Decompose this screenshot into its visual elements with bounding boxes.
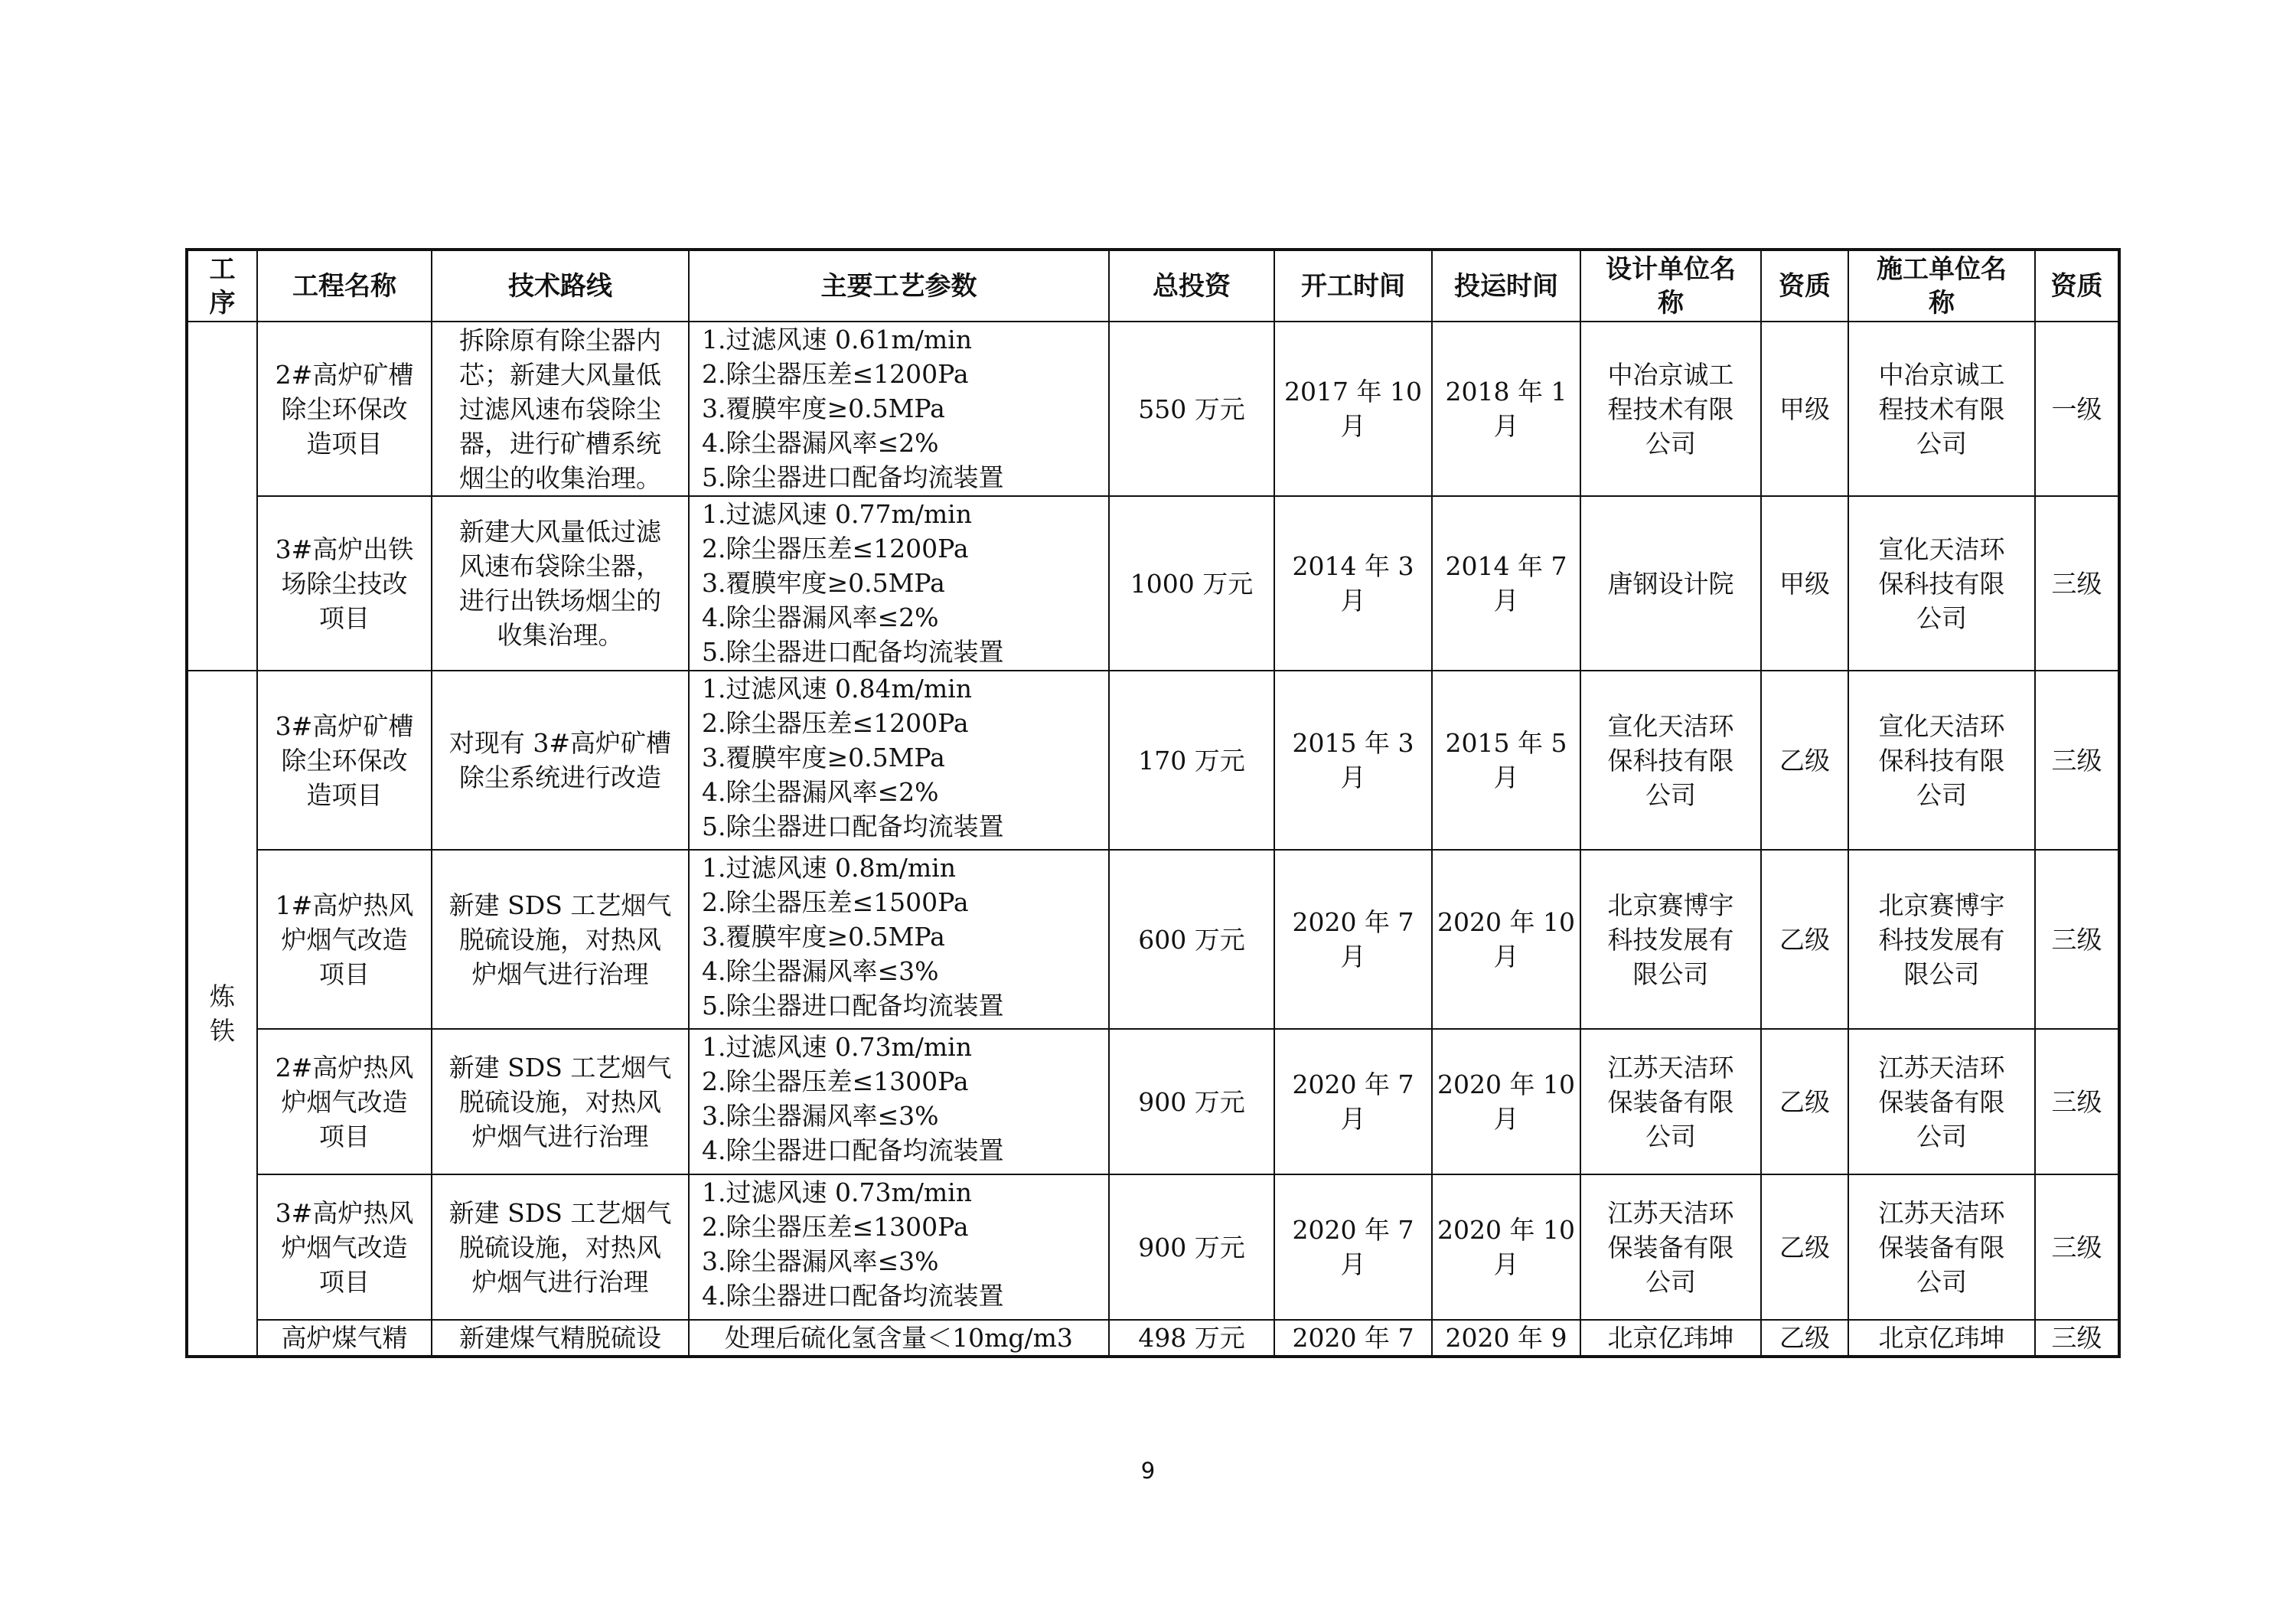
construction-qualification: 一级 (2035, 322, 2119, 496)
header-build-qual: 资质 (2035, 250, 2119, 322)
param-line: 2.除尘器压差≤1300Pa (702, 1212, 969, 1242)
process-group-label: 炼 铁 (187, 671, 257, 1357)
process-params (689, 1320, 1109, 1357)
param-line: 4.除尘器漏风率≤2% (702, 777, 939, 807)
param-line: 4.除尘器漏风率≤2% (702, 428, 939, 458)
design-qualification: 乙级 (1761, 671, 1848, 850)
process-cell-empty (187, 322, 257, 671)
investment: 170 万元 (1109, 671, 1274, 850)
project-name: 3#高炉出铁 场除尘技改 项目 (257, 496, 432, 671)
design-qualification: 乙级 (1761, 1029, 1848, 1174)
construction-qualification: 三级 (2035, 496, 2119, 671)
design-qualification: 乙级 (1761, 850, 1848, 1029)
construction-unit: 宣化天洁环 保科技有限 公司 (1848, 671, 2035, 850)
table-row (187, 322, 2119, 496)
tech-route: 新建 SDS 工艺烟气 脱硫设施，对热风 炉烟气进行治理 (432, 850, 689, 1029)
project-name: 3#高炉矿槽 除尘环保改 造项目 (257, 671, 432, 850)
process-params (689, 850, 1109, 1029)
header-operation: 投运时间 (1432, 250, 1580, 322)
operation-time: 2015 年 5 月 (1432, 671, 1580, 850)
project-name: 高炉煤气精 (257, 1320, 432, 1357)
param-line: 3.覆膜牢度≥0.5MPa (702, 743, 945, 772)
param-line: 3.覆膜牢度≥0.5MPa (702, 568, 945, 598)
construction-unit: 中冶京诚工 程技术有限 公司 (1848, 322, 2035, 496)
param-line: 2.除尘器压差≤1200Pa (702, 708, 969, 738)
design-unit: 宣化天洁环 保科技有限 公司 (1580, 671, 1761, 850)
design-unit: 北京亿玮坤 (1580, 1320, 1761, 1357)
design-unit: 江苏天洁环 保装备有限 公司 (1580, 1174, 1761, 1320)
construction-unit: 江苏天洁环 保装备有限 公司 (1848, 1174, 2035, 1320)
start-time: 2020 年 7 月 (1274, 1029, 1432, 1174)
construction-qualification: 三级 (2035, 1174, 2119, 1320)
param-line: 处理后硫化氢含量＜10mg/m3 (725, 1323, 1073, 1353)
param-line: 5.除尘器进口配备均流装置 (702, 462, 1004, 492)
design-qualification: 甲级 (1761, 322, 1848, 496)
start-time: 2015 年 3 月 (1274, 671, 1432, 850)
header-route: 技术路线 (432, 250, 689, 322)
process-params (689, 322, 1109, 496)
construction-qualification: 三级 (2035, 1029, 2119, 1174)
tech-route: 新建大风量低过滤 风速布袋除尘器， 进行出铁场烟尘的 收集治理。 (432, 496, 689, 671)
investment: 1000 万元 (1109, 496, 1274, 671)
process-params (689, 671, 1109, 850)
param-line: 5.除尘器进口配备均流装置 (702, 991, 1004, 1020)
operation-time: 2018 年 1 月 (1432, 322, 1580, 496)
start-time: 2020 年 7 月 (1274, 1174, 1432, 1320)
investment: 900 万元 (1109, 1029, 1274, 1174)
design-qualification: 乙级 (1761, 1174, 1848, 1320)
header-builder: 施工单位名 称 (1848, 250, 2035, 322)
construction-unit: 宣化天洁环 保科技有限 公司 (1848, 496, 2035, 671)
operation-time: 2014 年 7 月 (1432, 496, 1580, 671)
param-line: 1.过滤风速 0.77m/min (702, 499, 972, 529)
param-line: 2.除尘器压差≤1200Pa (702, 359, 969, 389)
param-line: 2.除尘器压差≤1300Pa (702, 1066, 969, 1096)
tech-route: 新建煤气精脱硫设 (432, 1320, 689, 1357)
construction-unit: 北京赛博宇 科技发展有 限公司 (1848, 850, 2035, 1029)
design-qualification: 甲级 (1761, 496, 1848, 671)
operation-time: 2020 年 10 月 (1432, 1029, 1580, 1174)
table-row (187, 671, 2119, 850)
project-name: 1#高炉热风 炉烟气改造 项目 (257, 850, 432, 1029)
project-name: 2#高炉热风 炉烟气改造 项目 (257, 1029, 432, 1174)
param-line: 4.除尘器漏风率≤2% (702, 603, 939, 632)
param-line: 3.覆膜牢度≥0.5MPa (702, 394, 945, 423)
param-line: 4.除尘器进口配备均流装置 (702, 1281, 1004, 1311)
investment: 600 万元 (1109, 850, 1274, 1029)
param-line: 3.除尘器漏风率≤3% (702, 1246, 939, 1276)
param-line: 1.过滤风速 0.84m/min (702, 674, 972, 704)
header-investment: 总投资 (1109, 250, 1274, 322)
operation-time: 2020 年 9 (1432, 1320, 1580, 1357)
tech-route: 新建 SDS 工艺烟气 脱硫设施，对热风 炉烟气进行治理 (432, 1029, 689, 1174)
construction-qualification: 三级 (2035, 671, 2119, 850)
param-line: 3.覆膜牢度≥0.5MPa (702, 922, 945, 952)
start-time: 2020 年 7 (1274, 1320, 1432, 1357)
param-line: 1.过滤风速 0.73m/min (702, 1177, 972, 1207)
operation-time: 2020 年 10 月 (1432, 850, 1580, 1029)
param-line: 2.除尘器压差≤1200Pa (702, 534, 969, 563)
param-line: 2.除尘器压差≤1500Pa (702, 887, 969, 917)
design-unit: 江苏天洁环 保装备有限 公司 (1580, 1029, 1761, 1174)
start-time: 2020 年 7 月 (1274, 850, 1432, 1029)
param-line: 5.除尘器进口配备均流装置 (702, 637, 1004, 667)
header-row (187, 250, 2119, 322)
param-line: 4.除尘器漏风率≤3% (702, 956, 939, 986)
process-params (689, 1029, 1109, 1174)
header-design-qual: 资质 (1761, 250, 1848, 322)
operation-time: 2020 年 10 月 (1432, 1174, 1580, 1320)
tech-route: 对现有 3#高炉矿槽 除尘系统进行改造 (432, 671, 689, 850)
table-row (187, 496, 2119, 671)
design-unit: 中冶京诚工 程技术有限 公司 (1580, 322, 1761, 496)
project-name: 2#高炉矿槽 除尘环保改 造项目 (257, 322, 432, 496)
header-process: 工 序 (187, 250, 257, 322)
table-row (187, 1029, 2119, 1174)
start-time: 2014 年 3 月 (1274, 496, 1432, 671)
construction-unit: 江苏天洁环 保装备有限 公司 (1848, 1029, 2035, 1174)
param-line: 1.过滤风速 0.61m/min (702, 325, 972, 354)
header-start: 开工时间 (1274, 250, 1432, 322)
construction-qualification: 三级 (2035, 1320, 2119, 1357)
project-name: 3#高炉热风 炉烟气改造 项目 (257, 1174, 432, 1320)
table-row (187, 1174, 2119, 1320)
design-unit: 北京赛博宇 科技发展有 限公司 (1580, 850, 1761, 1029)
design-qualification: 乙级 (1761, 1320, 1848, 1357)
construction-unit: 北京亿玮坤 (1848, 1320, 2035, 1357)
start-time: 2017 年 10 月 (1274, 322, 1432, 496)
param-line: 5.除尘器进口配备均流装置 (702, 812, 1004, 841)
param-line: 1.过滤风速 0.8m/min (702, 853, 956, 883)
investment: 550 万元 (1109, 322, 1274, 496)
table-row (187, 1320, 2119, 1357)
process-params (689, 496, 1109, 671)
investment: 900 万元 (1109, 1174, 1274, 1320)
header-name: 工程名称 (257, 250, 432, 322)
design-unit: 唐钢设计院 (1580, 496, 1761, 671)
construction-qualification: 三级 (2035, 850, 2119, 1029)
tech-route: 新建 SDS 工艺烟气 脱硫设施，对热风 炉烟气进行治理 (432, 1174, 689, 1320)
investment: 498 万元 (1109, 1320, 1274, 1357)
header-designer: 设计单位名 称 (1580, 250, 1761, 322)
tech-route: 拆除原有除尘器内 芯；新建大风量低 过滤风速布袋除尘 器，进行矿槽系统 烟尘的收集治理。 (432, 322, 689, 496)
header-params: 主要工艺参数 (689, 250, 1109, 322)
param-line: 1.过滤风速 0.73m/min (702, 1032, 972, 1062)
process-params (689, 1174, 1109, 1320)
project-table (185, 248, 2121, 1358)
param-line: 3.除尘器漏风率≤3% (702, 1101, 939, 1131)
table-row (187, 850, 2119, 1029)
page-number: 9 (1140, 1458, 1156, 1484)
param-line: 4.除尘器进口配备均流装置 (702, 1135, 1004, 1165)
